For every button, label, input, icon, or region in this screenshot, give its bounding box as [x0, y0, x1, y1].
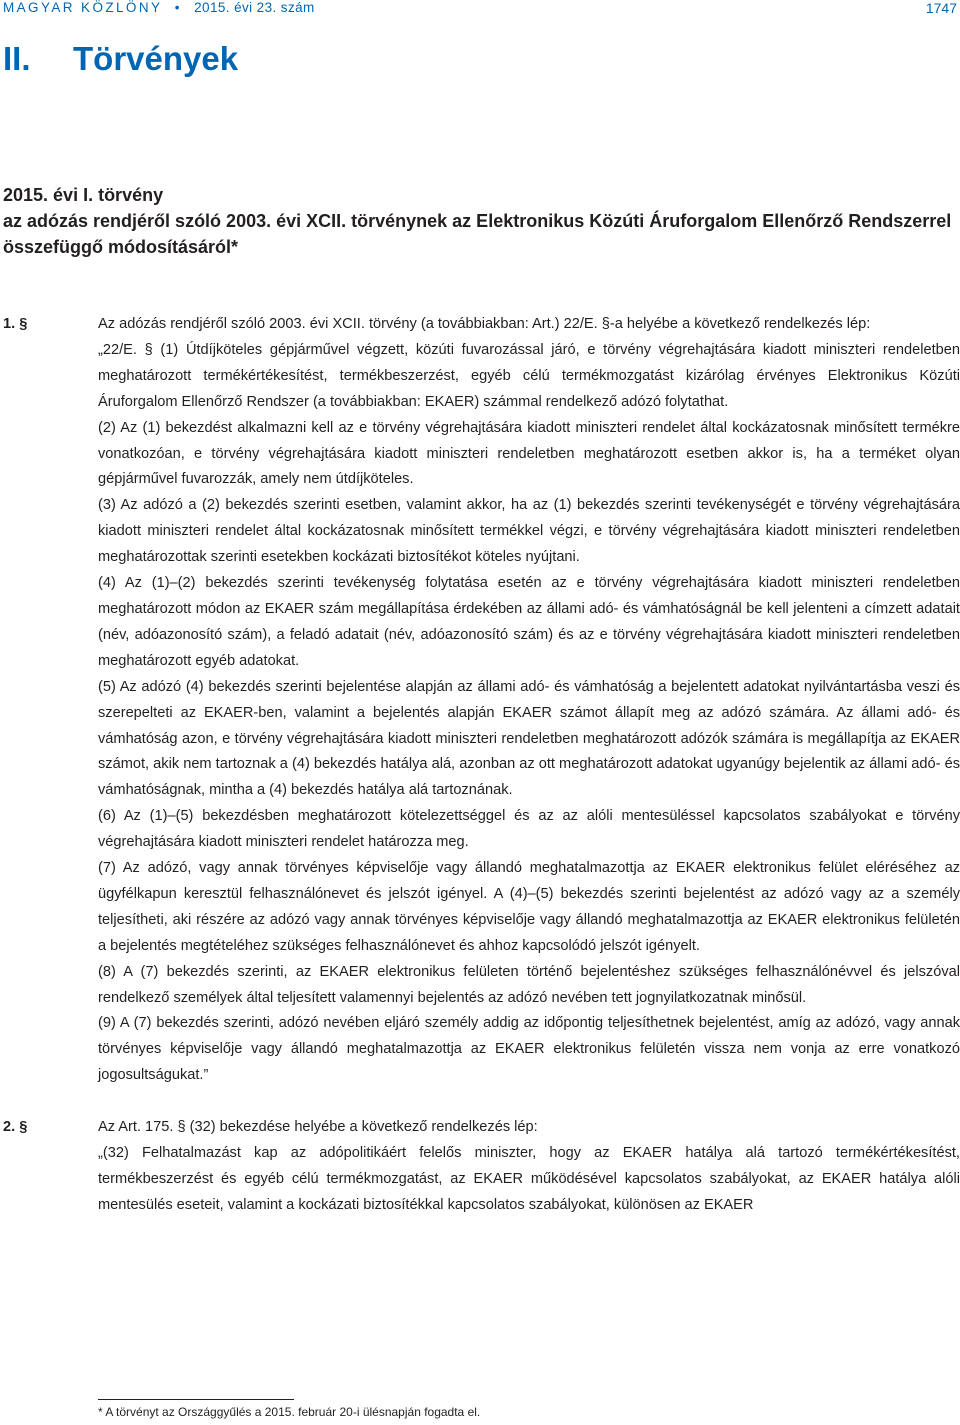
paragraph: (5) Az adózó (4) bekezdés szerinti bejelentése alapján az állami adó- és vámhatóság a bejelentett adatokat nyilvántartásba veszi és szerepelteti az EKAER-ben, valamint a bejelentés alapján EKAER számot állapít meg az adózó számára. Az állami adó- és vámhatóság azon, e törvény végrehajtására kiadott miniszteri rendeletben meghatározott adózók számára is megállapítja az EKAER számot, akik nem tartoznak a (4) bekezdés hatálya alá, azonban az ott meghatározott adatokat ugyanúgy bejelentik az állami adó- és vámhatóságnak, mintha a (4) bekezdés hatálya alá tartoznának.	[98, 678, 960, 799]
section-intro: Az adózás rendjéről szóló 2003. évi XCII. törvény (a továbbiakban: Art.) 22/E. §-a helyébe a következő rendelkezés lép:	[98, 316, 871, 332]
section-number: 1. §	[3, 316, 28, 332]
header-bullet: •	[174, 0, 182, 15]
footnote-rule	[98, 1399, 294, 1400]
paragraph: (7) Az adózó, vagy annak törvényes képviselője vagy állandó meghatalmazottja az EKAER elektronikus felület eléréséhez az ügyfélkapun keresztül felhasználónevet és jelszót igényel. A (4)–(5) bekezdés szerinti bejelentést az adózó vagy az a személy teljesítheti, aki részére az adózó vagy annak törvényes képviselője vagy állandó meghatalmazottja az EKAER elektronikus felületén a bejelentés megtételéhez szükséges felhasználónevet és ahhoz kapcsolódó jelszót igényelt.	[98, 860, 960, 954]
paragraph: (6) Az (1)–(5) bekezdésben meghatározott kötelezettséggel és az az alóli mentesüléssel kapcsolatos szabályokat e törvény végrehajtására kiadott miniszteri rendelet határozza meg.	[98, 808, 960, 851]
issue-number: 2015. évi 23. szám	[194, 0, 315, 15]
paragraph: „(32) Felhatalmazást kap az adópolitikáért felelős miniszter, hogy az EKAER hatálya alá tartozó termékértékesítést, termékbeszerzést és egyéb célú termékmozgatást, az EKAER működésével kapcsolatos szabályokat, az EKAER hatálya alóli mentesülés eseteit, valamint a kockázati biztosítékkal kapcsolatos szabályokat, különösen az EKAER	[98, 1145, 960, 1213]
paragraph: (4) Az (1)–(2) bekezdés szerinti tevékenység folytatása esetén az e törvény végrehajtására kiadott miniszteri rendeletben meghatározott módon az EKAER szám megállapítása érdekében az állami adó- és vámhatóságnál be kell jelenteni a címzett adatait (név, adóazonosító szám), a feladó adatait (név, adóazonosító szám) és az e törvény végrehajtására kiadott miniszteri rendeletben meghatározott egyéb adatokat.	[98, 575, 960, 669]
section-spacer	[0, 1089, 960, 1115]
law-body	[0, 312, 960, 1219]
publication-name: MAGYAR KÖZLÖNY	[3, 0, 163, 15]
paragraph: (3) Az adózó a (2) bekezdés szerinti esetben, valamint akkor, ha az (1) bekezdés szerinti tevékenységét e törvény végrehajtására kiadott miniszteri rendelet által kockázatosnak minősített termékkel végzi, e törvény végrehajtására kiadott miniszteri rendeletben meghatározottak szerinti esetekben kockázati biztosítékot köteles nyújtani.	[98, 497, 960, 566]
chapter-title	[3, 40, 238, 78]
page-header	[0, 0, 960, 20]
footnote: * A törvényt az Országgyűlés a 2015. február 20-i ülésnapján fogadta el.	[98, 1405, 481, 1419]
chapter-name: Törvények	[73, 40, 239, 77]
section-intro: Az Art. 175. § (32) bekezdése helyébe a következő rendelkezés lép:	[98, 1119, 538, 1136]
chapter-number: II.	[3, 40, 31, 77]
law-subject: az adózás rendjéről szóló 2003. évi XCII. törvénynek az Elektronikus Közúti Áruforgalom Ellenőrző Rendszerrel összefüggő módosításáról*	[3, 211, 952, 257]
law-number: 2015. évi I. törvény	[3, 185, 164, 205]
paragraph: (8) A (7) bekezdés szerinti, az EKAER elektronikus felületen történő bejelentéshez szükséges felhasználónévvel és jelszóval rendelkező személyek által teljesített valamennyi bejelentés az adózó nevében tett jognyilatkozatnak minősül.	[98, 963, 960, 1006]
page-number: 1747	[925, 0, 957, 16]
paragraph: (2) Az (1) bekezdést alkalmazni kell az e törvény végrehajtására kiadott miniszteri rendelet által kockázatosnak minősített termékre vonatkozóan, e törvény végrehajtására kiadott miniszteri rendeletben meghatározott esetben akkor is, ha a terméket olyan gépjárművel fuvarozzák, amely nem útdíjköteles.	[98, 419, 960, 488]
amended-provision	[98, 338, 960, 1089]
law-title	[3, 182, 953, 260]
amended-provision	[98, 1141, 960, 1219]
paragraph: „22/E. § (1) Útdíjköteles gépjárművel végzett, közúti fuvarozással járó, e törvény végrehajtására kiadott miniszteri rendeletben meghatározott termékértékesítést, termékbeszerzést, egyéb célú termékmozgatást kizárólag érvényes Elektronikus Közúti Áruforgalom Ellenőrző Rendszer (a továbbiakban: EKAER) számmal rendelkező adózó folytathat.	[98, 341, 960, 410]
section-2	[0, 1115, 960, 1219]
paragraph: (9) A (7) bekezdés szerinti, adózó nevében eljáró személy addig az időpontig teljesíthetnek bejelentést, amíg az adózó, vagy annak törvényes képviselője vagy állandó meghatalmazottja az EKAER elektronikus felületén vissza nem vonja az erre vonatkozó jogosultságukat.”	[98, 1015, 960, 1084]
section-number: 2. §	[3, 1119, 28, 1136]
section-1	[0, 312, 960, 1089]
running-head	[3, 0, 315, 15]
